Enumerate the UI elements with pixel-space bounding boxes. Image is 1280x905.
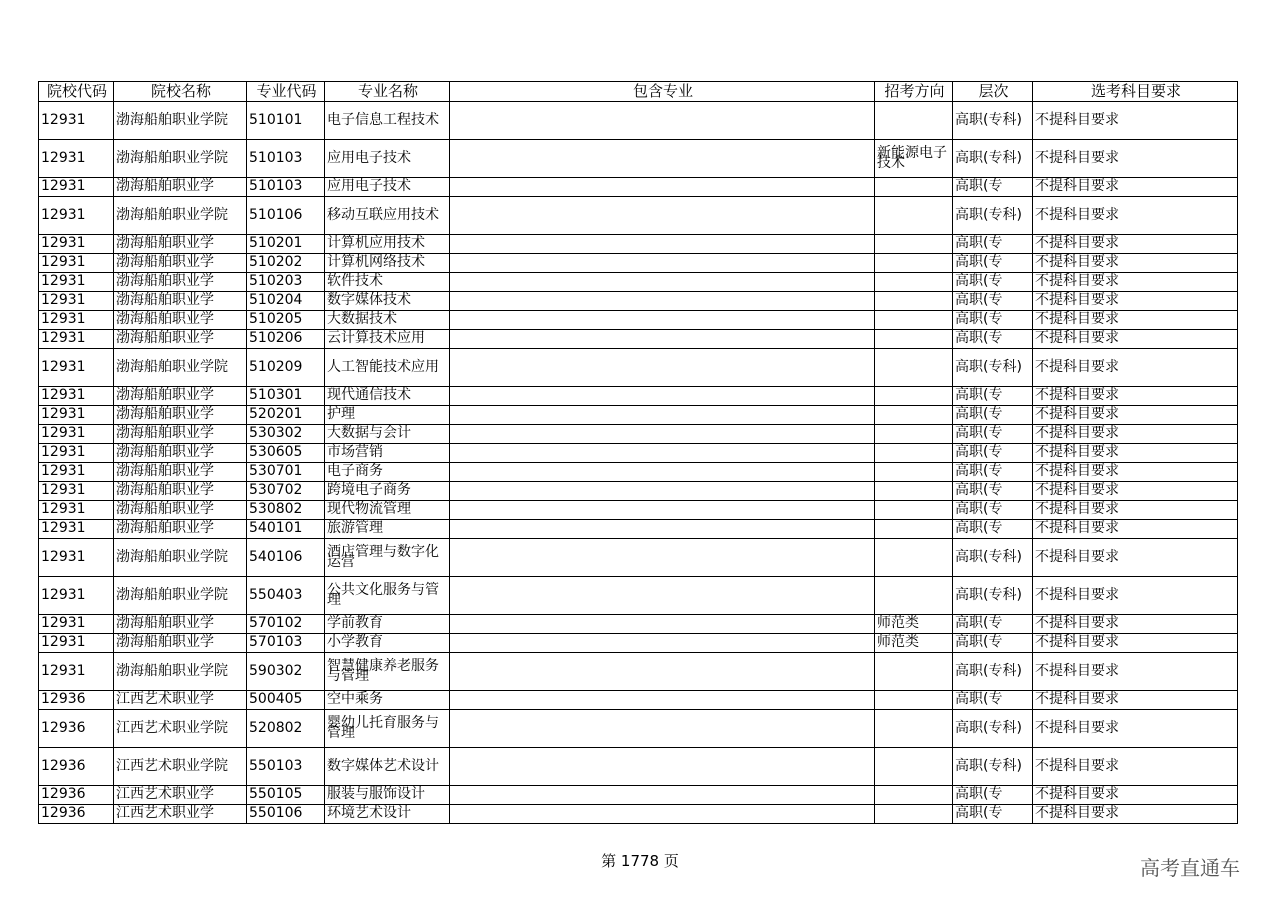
table-row <box>39 539 1238 577</box>
cell-school-code: 12931 <box>39 577 114 615</box>
cell-direction: 师范类 <box>875 615 953 634</box>
cell-school-name: 渤海船舶职业学院 <box>114 577 247 615</box>
cell-included-majors <box>450 615 875 634</box>
table-row <box>39 463 1238 482</box>
cell-major-code: 570102 <box>247 615 325 634</box>
cell-subject-requirement: 不提科目要求 <box>1033 197 1238 235</box>
cell-direction <box>875 102 953 140</box>
cell-level: 高职(专科) <box>953 710 1033 748</box>
cell-school-code: 12931 <box>39 140 114 178</box>
cell-school-code: 12931 <box>39 653 114 691</box>
cell-school-name: 渤海船舶职业学 <box>114 330 247 349</box>
cell-direction: 新能源电子技术 <box>875 140 953 178</box>
table-row <box>39 615 1238 634</box>
table-row <box>39 235 1238 254</box>
cell-direction <box>875 463 953 482</box>
cell-included-majors <box>450 482 875 501</box>
cell-subject-requirement: 不提科目要求 <box>1033 463 1238 482</box>
cell-subject-requirement: 不提科目要求 <box>1033 577 1238 615</box>
cell-level: 高职(专 <box>953 330 1033 349</box>
cell-level: 高职(专 <box>953 520 1033 539</box>
cell-level: 高职(专 <box>953 501 1033 520</box>
cell-major-code: 570103 <box>247 634 325 653</box>
cell-direction <box>875 425 953 444</box>
cell-school-name: 渤海船舶职业学 <box>114 615 247 634</box>
cell-school-code: 12931 <box>39 292 114 311</box>
cell-school-code: 12931 <box>39 501 114 520</box>
cell-major-name: 计算机网络技术 <box>325 254 450 273</box>
cell-direction <box>875 577 953 615</box>
cell-major-name: 空中乘务 <box>325 691 450 710</box>
cell-subject-requirement: 不提科目要求 <box>1033 330 1238 349</box>
cell-major-code: 510203 <box>247 273 325 292</box>
cell-level: 高职(专科) <box>953 349 1033 387</box>
cell-included-majors <box>450 349 875 387</box>
cell-included-majors <box>450 102 875 140</box>
cell-major-code: 520802 <box>247 710 325 748</box>
cell-school-name: 渤海船舶职业学 <box>114 292 247 311</box>
cell-major-code: 530702 <box>247 482 325 501</box>
cell-major-code: 530701 <box>247 463 325 482</box>
cell-major-code: 540106 <box>247 539 325 577</box>
table-row <box>39 102 1238 140</box>
cell-included-majors <box>450 254 875 273</box>
cell-level: 高职(专 <box>953 425 1033 444</box>
cell-major-name: 护理 <box>325 406 450 425</box>
page-number: 第 1778 页 <box>601 852 679 870</box>
cell-subject-requirement: 不提科目要求 <box>1033 387 1238 406</box>
cell-major-name: 数字媒体技术 <box>325 292 450 311</box>
cell-major-name: 现代通信技术 <box>325 387 450 406</box>
cell-direction <box>875 710 953 748</box>
table-row <box>39 444 1238 463</box>
cell-level: 高职(专科) <box>953 539 1033 577</box>
cell-subject-requirement: 不提科目要求 <box>1033 406 1238 425</box>
cell-level: 高职(专 <box>953 235 1033 254</box>
cell-major-code: 510201 <box>247 235 325 254</box>
cell-level: 高职(专 <box>953 463 1033 482</box>
cell-school-name: 渤海船舶职业学 <box>114 235 247 254</box>
cell-school-name: 渤海船舶职业学 <box>114 634 247 653</box>
cell-school-code: 12931 <box>39 235 114 254</box>
cell-direction <box>875 520 953 539</box>
table-row <box>39 710 1238 748</box>
cell-included-majors <box>450 520 875 539</box>
cell-direction <box>875 197 953 235</box>
cell-subject-requirement: 不提科目要求 <box>1033 691 1238 710</box>
cell-school-code: 12931 <box>39 520 114 539</box>
cell-major-name: 旅游管理 <box>325 520 450 539</box>
cell-major-name: 婴幼儿托育服务与管理 <box>325 710 450 748</box>
header-row <box>39 82 1238 102</box>
cell-subject-requirement: 不提科目要求 <box>1033 710 1238 748</box>
cell-level: 高职(专 <box>953 178 1033 197</box>
cell-school-code: 12931 <box>39 482 114 501</box>
cell-school-name: 江西艺术职业学 <box>114 786 247 805</box>
cell-school-name: 渤海船舶职业学 <box>114 520 247 539</box>
cell-major-name: 应用电子技术 <box>325 178 450 197</box>
cell-major-name: 人工智能技术应用 <box>325 349 450 387</box>
cell-major-name: 服装与服饰设计 <box>325 786 450 805</box>
cell-included-majors <box>450 197 875 235</box>
cell-school-code: 12936 <box>39 786 114 805</box>
cell-major-name: 移动互联应用技术 <box>325 197 450 235</box>
cell-level: 高职(专 <box>953 387 1033 406</box>
cell-direction <box>875 349 953 387</box>
cell-direction <box>875 691 953 710</box>
cell-included-majors <box>450 634 875 653</box>
cell-major-name: 市场营销 <box>325 444 450 463</box>
cell-included-majors <box>450 691 875 710</box>
cell-school-name: 渤海船舶职业学院 <box>114 102 247 140</box>
cell-school-name: 渤海船舶职业学 <box>114 444 247 463</box>
cell-included-majors <box>450 292 875 311</box>
cell-major-name: 小学教育 <box>325 634 450 653</box>
cell-included-majors <box>450 444 875 463</box>
cell-included-majors <box>450 311 875 330</box>
cell-subject-requirement: 不提科目要求 <box>1033 292 1238 311</box>
table-row <box>39 273 1238 292</box>
cell-major-name: 电子信息工程技术 <box>325 102 450 140</box>
cell-level: 高职(专 <box>953 444 1033 463</box>
cell-level: 高职(专科) <box>953 197 1033 235</box>
cell-direction <box>875 292 953 311</box>
cell-school-code: 12931 <box>39 444 114 463</box>
cell-major-code: 510101 <box>247 102 325 140</box>
cell-direction <box>875 805 953 824</box>
cell-direction <box>875 444 953 463</box>
cell-major-code: 510209 <box>247 349 325 387</box>
cell-major-name: 环境艺术设计 <box>325 805 450 824</box>
table-row <box>39 805 1238 824</box>
cell-subject-requirement: 不提科目要求 <box>1033 235 1238 254</box>
cell-included-majors <box>450 235 875 254</box>
cell-subject-requirement: 不提科目要求 <box>1033 634 1238 653</box>
cell-major-name: 智慧健康养老服务与管理 <box>325 653 450 691</box>
cell-direction <box>875 406 953 425</box>
cell-school-code: 12931 <box>39 615 114 634</box>
cell-school-name: 渤海船舶职业学 <box>114 482 247 501</box>
table-row <box>39 254 1238 273</box>
watermark: 高考直通车 <box>1140 856 1240 880</box>
cell-school-code: 12936 <box>39 805 114 824</box>
cell-subject-requirement: 不提科目要求 <box>1033 444 1238 463</box>
cell-major-code: 530302 <box>247 425 325 444</box>
header-subject-requirement: 选考科目要求 <box>1033 82 1238 102</box>
cell-level: 高职(专 <box>953 406 1033 425</box>
cell-level: 高职(专 <box>953 482 1033 501</box>
header-level: 层次 <box>953 82 1033 102</box>
cell-direction <box>875 273 953 292</box>
cell-direction <box>875 311 953 330</box>
cell-subject-requirement: 不提科目要求 <box>1033 482 1238 501</box>
cell-major-name: 现代物流管理 <box>325 501 450 520</box>
cell-major-code: 540101 <box>247 520 325 539</box>
cell-major-code: 590302 <box>247 653 325 691</box>
table-row <box>39 292 1238 311</box>
cell-school-name: 渤海船舶职业学 <box>114 273 247 292</box>
cell-included-majors <box>450 178 875 197</box>
cell-subject-requirement: 不提科目要求 <box>1033 520 1238 539</box>
cell-subject-requirement: 不提科目要求 <box>1033 786 1238 805</box>
table-row <box>39 311 1238 330</box>
cell-major-name: 应用电子技术 <box>325 140 450 178</box>
cell-direction: 师范类 <box>875 634 953 653</box>
cell-included-majors <box>450 710 875 748</box>
cell-subject-requirement: 不提科目要求 <box>1033 501 1238 520</box>
cell-school-code: 12931 <box>39 254 114 273</box>
cell-major-code: 530802 <box>247 501 325 520</box>
table-row <box>39 691 1238 710</box>
cell-level: 高职(专 <box>953 786 1033 805</box>
header-major-name: 专业名称 <box>325 82 450 102</box>
table-row <box>39 197 1238 235</box>
cell-school-code: 12931 <box>39 349 114 387</box>
table-row <box>39 520 1238 539</box>
cell-school-code: 12931 <box>39 387 114 406</box>
cell-direction <box>875 178 953 197</box>
cell-subject-requirement: 不提科目要求 <box>1033 311 1238 330</box>
cell-subject-requirement: 不提科目要求 <box>1033 615 1238 634</box>
cell-included-majors <box>450 425 875 444</box>
cell-school-code: 12931 <box>39 539 114 577</box>
cell-level: 高职(专 <box>953 273 1033 292</box>
cell-direction <box>875 539 953 577</box>
cell-school-code: 12931 <box>39 178 114 197</box>
cell-school-code: 12931 <box>39 406 114 425</box>
cell-school-name: 渤海船舶职业学 <box>114 501 247 520</box>
cell-included-majors <box>450 786 875 805</box>
table-row <box>39 748 1238 786</box>
table-row <box>39 425 1238 444</box>
cell-major-name: 计算机应用技术 <box>325 235 450 254</box>
cell-school-name: 江西艺术职业学 <box>114 805 247 824</box>
cell-level: 高职(专 <box>953 634 1033 653</box>
cell-included-majors <box>450 140 875 178</box>
cell-major-name: 软件技术 <box>325 273 450 292</box>
table-row <box>39 140 1238 178</box>
cell-school-name: 江西艺术职业学 <box>114 691 247 710</box>
cell-level: 高职(专科) <box>953 653 1033 691</box>
cell-school-name: 江西艺术职业学院 <box>114 748 247 786</box>
table-row <box>39 653 1238 691</box>
header-direction: 招考方向 <box>875 82 953 102</box>
header-major-code: 专业代码 <box>247 82 325 102</box>
cell-subject-requirement: 不提科目要求 <box>1033 805 1238 824</box>
table-row <box>39 349 1238 387</box>
cell-school-code: 12931 <box>39 311 114 330</box>
cell-major-code: 550106 <box>247 805 325 824</box>
cell-subject-requirement: 不提科目要求 <box>1033 349 1238 387</box>
cell-school-code: 12931 <box>39 634 114 653</box>
cell-school-code: 12931 <box>39 425 114 444</box>
cell-school-code: 12931 <box>39 197 114 235</box>
table-row <box>39 406 1238 425</box>
cell-subject-requirement: 不提科目要求 <box>1033 539 1238 577</box>
cell-included-majors <box>450 539 875 577</box>
cell-major-code: 510206 <box>247 330 325 349</box>
cell-major-code: 550403 <box>247 577 325 615</box>
table-body <box>39 102 1238 824</box>
cell-school-name: 渤海船舶职业学 <box>114 254 247 273</box>
cell-subject-requirement: 不提科目要求 <box>1033 254 1238 273</box>
cell-level: 高职(专科) <box>953 102 1033 140</box>
cell-level: 高职(专 <box>953 254 1033 273</box>
table-row <box>39 330 1238 349</box>
cell-direction <box>875 482 953 501</box>
cell-major-code: 510103 <box>247 178 325 197</box>
cell-school-name: 渤海船舶职业学院 <box>114 197 247 235</box>
cell-major-name: 跨境电子商务 <box>325 482 450 501</box>
header-school-name: 院校名称 <box>114 82 247 102</box>
cell-level: 高职(专科) <box>953 577 1033 615</box>
table-row <box>39 387 1238 406</box>
cell-included-majors <box>450 577 875 615</box>
table-row <box>39 178 1238 197</box>
cell-major-name: 数字媒体艺术设计 <box>325 748 450 786</box>
header-school-code: 院校代码 <box>39 82 114 102</box>
cell-subject-requirement: 不提科目要求 <box>1033 653 1238 691</box>
cell-major-code: 510202 <box>247 254 325 273</box>
cell-school-name: 渤海船舶职业学 <box>114 463 247 482</box>
cell-level: 高职(专科) <box>953 140 1033 178</box>
cell-included-majors <box>450 653 875 691</box>
cell-school-name: 渤海船舶职业学院 <box>114 140 247 178</box>
cell-school-name: 渤海船舶职业学 <box>114 425 247 444</box>
cell-included-majors <box>450 501 875 520</box>
cell-major-code: 510103 <box>247 140 325 178</box>
table-row <box>39 482 1238 501</box>
table-row <box>39 577 1238 615</box>
cell-included-majors <box>450 406 875 425</box>
cell-school-name: 渤海船舶职业学院 <box>114 349 247 387</box>
cell-direction <box>875 254 953 273</box>
cell-direction <box>875 653 953 691</box>
table-row <box>39 634 1238 653</box>
cell-school-code: 12931 <box>39 463 114 482</box>
cell-included-majors <box>450 748 875 786</box>
cell-major-code: 510106 <box>247 197 325 235</box>
cell-level: 高职(专 <box>953 311 1033 330</box>
cell-school-name: 渤海船舶职业学 <box>114 311 247 330</box>
cell-level: 高职(专 <box>953 805 1033 824</box>
cell-school-code: 12936 <box>39 691 114 710</box>
table-row <box>39 501 1238 520</box>
cell-school-code: 12936 <box>39 748 114 786</box>
cell-school-name: 渤海船舶职业学 <box>114 178 247 197</box>
admissions-table <box>38 81 1238 824</box>
cell-subject-requirement: 不提科目要求 <box>1033 140 1238 178</box>
cell-subject-requirement: 不提科目要求 <box>1033 748 1238 786</box>
cell-school-code: 12931 <box>39 273 114 292</box>
cell-major-code: 530605 <box>247 444 325 463</box>
cell-school-name: 渤海船舶职业学院 <box>114 539 247 577</box>
cell-subject-requirement: 不提科目要求 <box>1033 102 1238 140</box>
cell-level: 高职(专科) <box>953 748 1033 786</box>
cell-major-code: 520201 <box>247 406 325 425</box>
cell-major-name: 电子商务 <box>325 463 450 482</box>
cell-major-code: 510204 <box>247 292 325 311</box>
table-row <box>39 786 1238 805</box>
cell-direction <box>875 748 953 786</box>
cell-level: 高职(专 <box>953 691 1033 710</box>
cell-major-code: 550103 <box>247 748 325 786</box>
cell-school-code: 12936 <box>39 710 114 748</box>
cell-included-majors <box>450 273 875 292</box>
cell-major-name: 大数据技术 <box>325 311 450 330</box>
cell-level: 高职(专 <box>953 615 1033 634</box>
cell-school-name: 江西艺术职业学院 <box>114 710 247 748</box>
cell-major-name: 公共文化服务与管理 <box>325 577 450 615</box>
cell-included-majors <box>450 463 875 482</box>
cell-major-name: 云计算技术应用 <box>325 330 450 349</box>
cell-included-majors <box>450 387 875 406</box>
header-included-majors: 包含专业 <box>450 82 875 102</box>
cell-major-name: 大数据与会计 <box>325 425 450 444</box>
cell-included-majors <box>450 805 875 824</box>
cell-major-code: 510205 <box>247 311 325 330</box>
cell-direction <box>875 330 953 349</box>
cell-direction <box>875 786 953 805</box>
cell-major-name: 学前教育 <box>325 615 450 634</box>
cell-included-majors <box>450 330 875 349</box>
cell-major-code: 500405 <box>247 691 325 710</box>
cell-school-code: 12931 <box>39 102 114 140</box>
cell-subject-requirement: 不提科目要求 <box>1033 273 1238 292</box>
cell-school-name: 渤海船舶职业学 <box>114 387 247 406</box>
cell-school-name: 渤海船舶职业学 <box>114 406 247 425</box>
cell-major-code: 510301 <box>247 387 325 406</box>
cell-level: 高职(专 <box>953 292 1033 311</box>
cell-subject-requirement: 不提科目要求 <box>1033 425 1238 444</box>
cell-school-code: 12931 <box>39 330 114 349</box>
cell-school-name: 渤海船舶职业学院 <box>114 653 247 691</box>
cell-direction <box>875 501 953 520</box>
cell-direction <box>875 387 953 406</box>
cell-major-code: 550105 <box>247 786 325 805</box>
cell-subject-requirement: 不提科目要求 <box>1033 178 1238 197</box>
cell-direction <box>875 235 953 254</box>
cell-major-name: 酒店管理与数字化运营 <box>325 539 450 577</box>
